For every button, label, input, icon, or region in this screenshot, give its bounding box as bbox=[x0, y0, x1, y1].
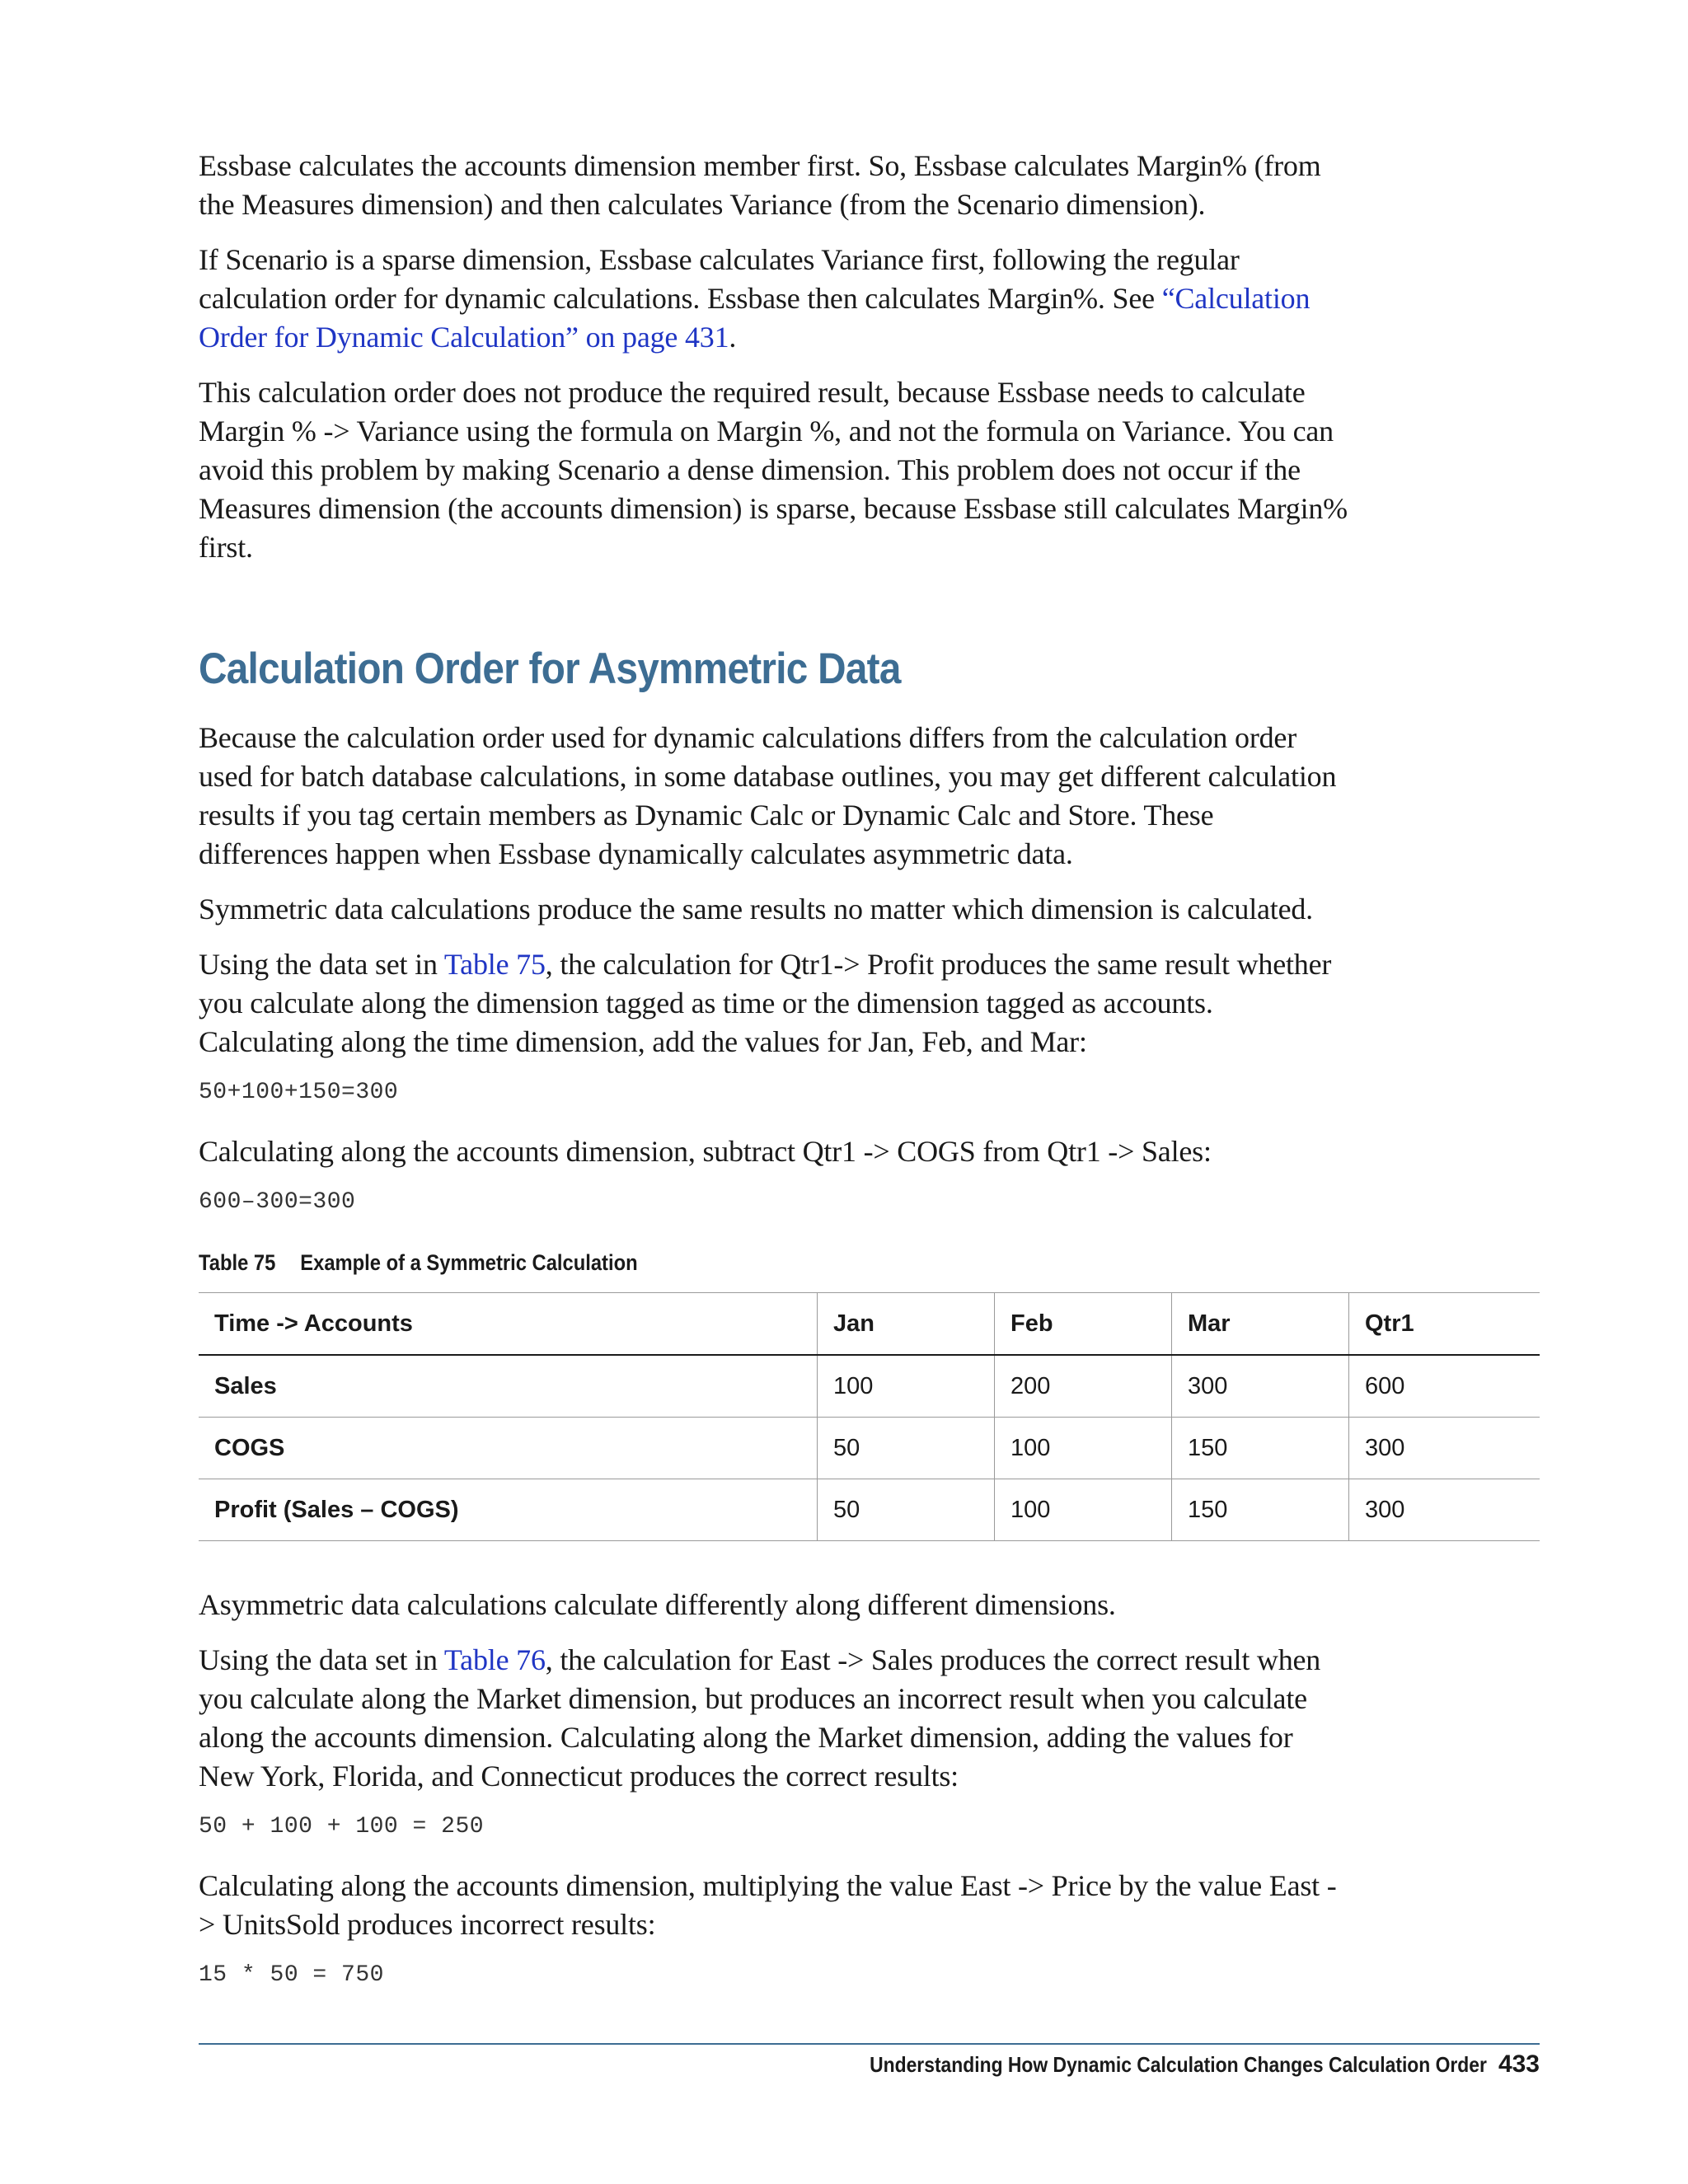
table-header-cell: Mar bbox=[1172, 1293, 1349, 1356]
table-76-link[interactable]: Table 76 bbox=[443, 1643, 546, 1676]
section-paragraph-1: Because the calculation order used for dynamic calculations differs from the calculation order used for batch database calculations, in some database outlines, you may get different calculation results if you tag certain members as Dynamic Calc or Dynamic Calc and Store. These differences happen when Essbase dynamically calculates asymmetric data. bbox=[199, 721, 1337, 870]
intro-paragraph-3: This calculation order does not produce the required result, because Essbase needs to calculate Margin % -> Variance using the formula on Margin %, and not the formula on Variance. You can avoid this problem by making Scenario a dense dimension. This problem does not occur if the Measures dimension (the accounts dimension) is sparse, because Essbase still calculates Margin% first. bbox=[199, 376, 1348, 564]
table-75-link[interactable]: Table 75 bbox=[443, 948, 546, 981]
table-row-label: Profit (Sales – COGS) bbox=[199, 1479, 818, 1541]
table-cell: 50 bbox=[818, 1418, 995, 1479]
section-paragraph-3 bbox=[199, 945, 1353, 1062]
code-price-units-calculation: 15 * 50 = 750 bbox=[199, 1962, 384, 1988]
table-cell: 150 bbox=[1172, 1418, 1349, 1479]
page-number: 433 bbox=[1498, 2050, 1540, 2078]
footer-divider bbox=[199, 2043, 1540, 2045]
table-cell: 200 bbox=[995, 1355, 1172, 1418]
section-paragraph-4: Calculating along the accounts dimension, subtract Qtr1 -> COGS from Qtr1 -> Sales: bbox=[199, 1135, 1212, 1168]
after-table-paragraph-2-text: Using the data set in bbox=[199, 1643, 444, 1676]
table-row bbox=[199, 1418, 1540, 1479]
section-paragraph-3-rest: , the calculation for Qtr1-> Profit produces the same result whether you calculate along the dimension tagged as time or the dimension tagged as accounts. Calculating along the time dimension, add the values for Jan, Feb, and Mar: bbox=[199, 948, 1332, 1058]
code-time-calculation: 50+100+150=300 bbox=[199, 1080, 399, 1105]
symmetric-calculation-table bbox=[199, 1292, 1540, 1541]
table-caption-number: Table 75 bbox=[199, 1250, 276, 1275]
footer-chapter-title: Understanding How Dynamic Calculation Changes Calculation Order bbox=[870, 2052, 1487, 2077]
intro-paragraph-1: Essbase calculates the accounts dimension member first. So, Essbase calculates Margin% (from the Measures dimension) and then calculates Variance (from the Scenario dimension). bbox=[199, 149, 1321, 221]
table-cell: 100 bbox=[995, 1479, 1172, 1541]
table-row bbox=[199, 1479, 1540, 1541]
section-paragraph-2: Symmetric data calculations produce the same results no matter which dimension is calculated. bbox=[199, 893, 1313, 926]
intro-paragraph-2-end: . bbox=[729, 321, 737, 354]
after-table-paragraph-2-rest: , the calculation for East -> Sales produces the correct result when you calculate along the Market dimension, but produces an incorrect result when you calculate along the accounts dimension. Calculating along the Market dimension, adding the values for New York, Florida, and Connecticut produces the correct results: bbox=[199, 1643, 1321, 1793]
table-cell: 100 bbox=[995, 1418, 1172, 1479]
page-content bbox=[199, 147, 1542, 2015]
table-header-cell: Feb bbox=[995, 1293, 1172, 1356]
page-footer bbox=[785, 2050, 1540, 2079]
table-row bbox=[199, 1355, 1540, 1418]
table-cell: 300 bbox=[1349, 1479, 1540, 1541]
code-accounts-calculation: 600–300=300 bbox=[199, 1189, 356, 1215]
after-table-paragraph-1: Asymmetric data calculations calculate differently along different dimensions. bbox=[199, 1588, 1116, 1621]
table-cell: 300 bbox=[1349, 1418, 1540, 1479]
intro-paragraph-2 bbox=[199, 241, 1353, 357]
table-cell: 600 bbox=[1349, 1355, 1540, 1418]
table-header-cell: Time -> Accounts bbox=[199, 1293, 818, 1356]
table-caption-title: Example of a Symmetric Calculation bbox=[300, 1250, 638, 1275]
calc-order-dynamic-link[interactable]: “Calculation Order for Dynamic Calculation” on page 431 bbox=[199, 282, 1311, 354]
table-cell: 150 bbox=[1172, 1479, 1349, 1541]
table-cell: 300 bbox=[1172, 1355, 1349, 1418]
intro-paragraph-2-text: If Scenario is a sparse dimension, Essbase calculates Variance first, following the regular calculation order for dynamic calculations. Essbase then calculates Margin%. See bbox=[199, 243, 1240, 315]
section-heading: Calculation Order for Asymmetric Data bbox=[199, 644, 901, 693]
table-row-label: Sales bbox=[199, 1355, 818, 1418]
table-cell: 100 bbox=[818, 1355, 995, 1418]
section-paragraph-3-text: Using the data set in bbox=[199, 948, 444, 981]
table-caption bbox=[199, 1250, 1381, 1276]
table-row-label: COGS bbox=[199, 1418, 818, 1479]
after-table-paragraph-2 bbox=[199, 1641, 1353, 1796]
table-header-row bbox=[199, 1293, 1540, 1356]
code-market-calculation: 50 + 100 + 100 = 250 bbox=[199, 1814, 485, 1840]
table-header-cell: Qtr1 bbox=[1349, 1293, 1540, 1356]
table-header-cell: Jan bbox=[818, 1293, 995, 1356]
after-table-paragraph-3: Calculating along the accounts dimension, multiplying the value East -> Price by the value East -> UnitsSold produces incorrect results: bbox=[199, 1869, 1337, 1941]
table-cell: 50 bbox=[818, 1479, 995, 1541]
